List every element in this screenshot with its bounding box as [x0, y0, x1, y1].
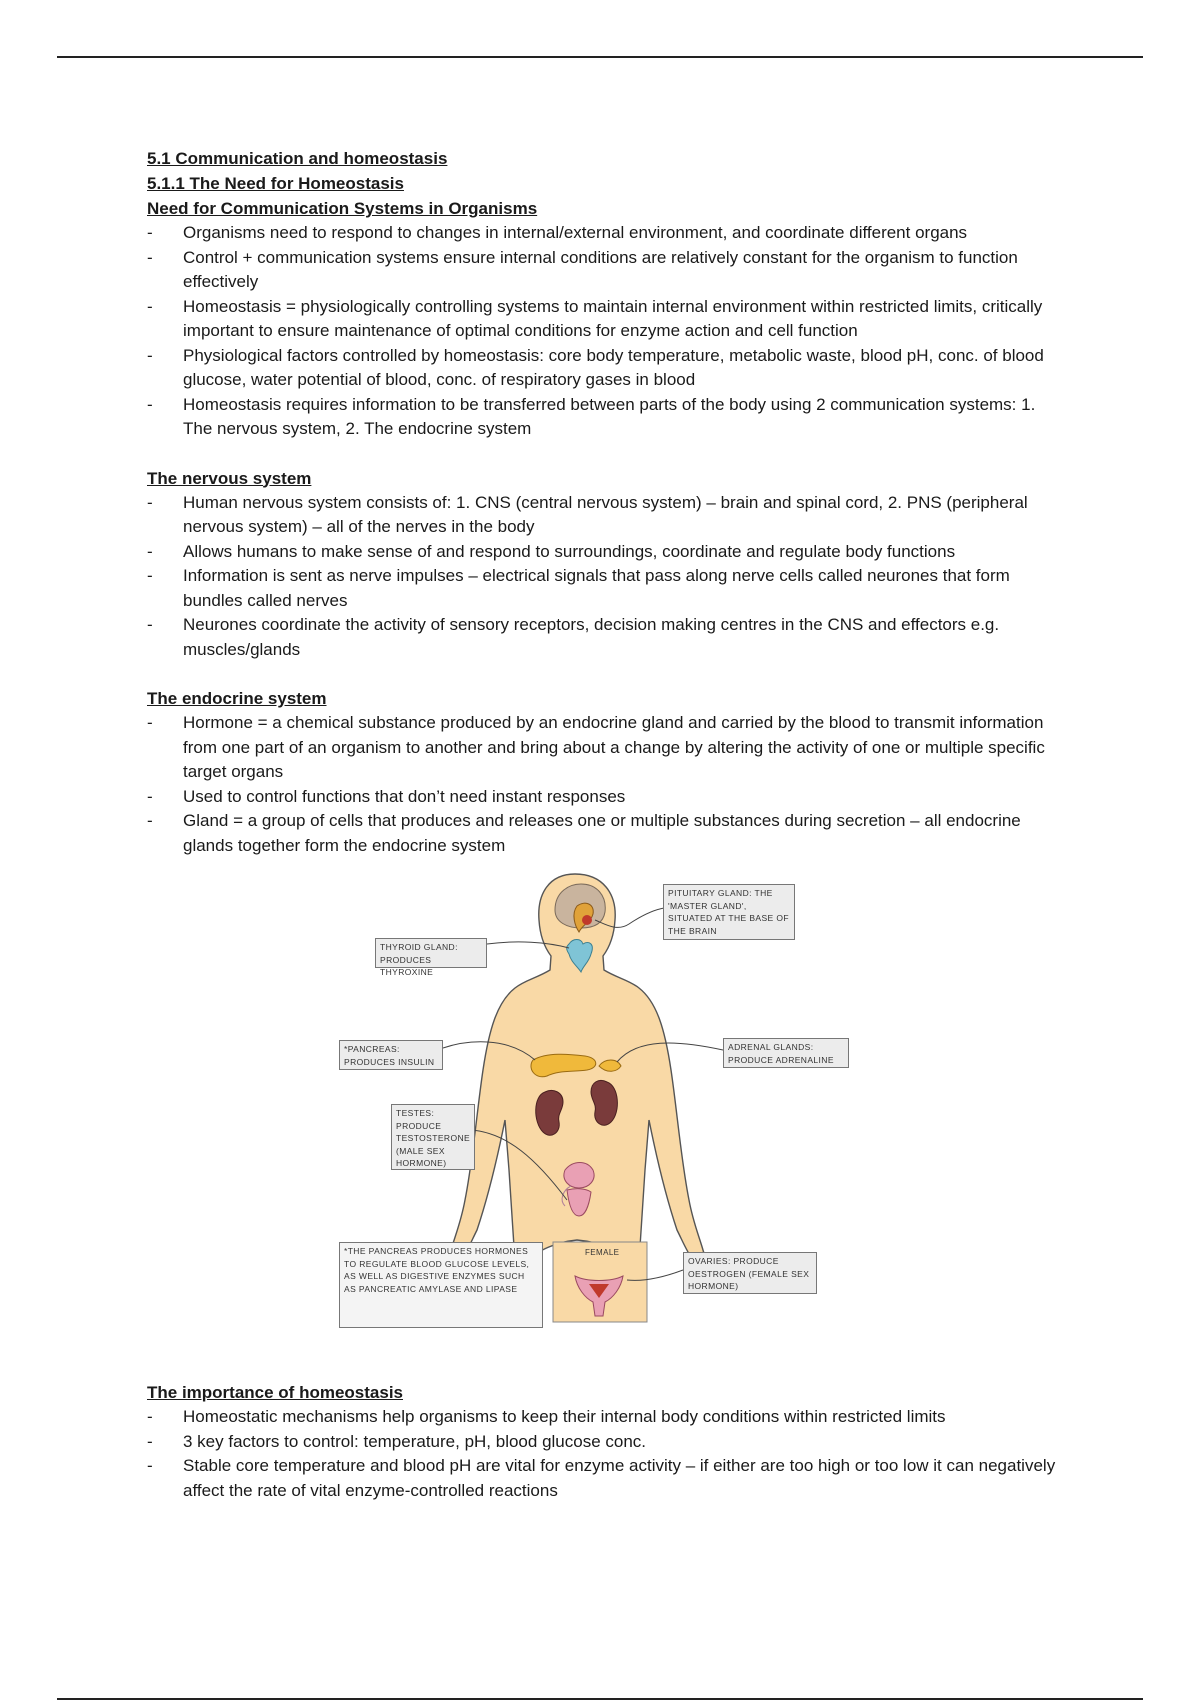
communication-bullets [147, 221, 1067, 442]
subsection-title: 5.1.1 The Need for Homeostasis [147, 174, 404, 193]
label-thyroid-gland: THYROID GLAND: PRODUCES THYROXINE [375, 938, 487, 968]
heading-communication-systems: Need for Communication Systems in Organisms [147, 199, 538, 218]
bullet-item: - Control + communication systems ensure internal conditions are relatively constant for the organism to function effectively [147, 246, 1067, 295]
document-body [147, 146, 1067, 1503]
bullet-item: - Homeostatic mechanisms help organisms to keep their internal body conditions within restricted limits [147, 1405, 1067, 1430]
bullet-item: - Stable core temperature and blood pH are vital for enzyme activity – if either are too high or too low it can negatively affect the rate of vital enzyme-controlled reactions [147, 1454, 1067, 1503]
bullet-item: - Homeostasis requires information to be transferred between parts of the body using 2 communication systems: 1. The nervous system, 2. The endocrine system [147, 393, 1067, 442]
endocrine-glands-diagram [337, 870, 867, 1370]
heading-nervous-system: The nervous system [147, 468, 312, 488]
label-pancreas: *PANCREAS: PRODUCES INSULIN [339, 1040, 443, 1070]
endocrine-system-bullets [147, 711, 1067, 858]
bullet-item: - Gland = a group of cells that produces and releases one or multiple substances during secretion – all endocrine glands together form the endocrine system [147, 809, 1067, 858]
importance-bullets [147, 1405, 1067, 1503]
bullet-item: - Physiological factors controlled by homeostasis: core body temperature, metabolic waste, blood pH, conc. of blood glucose, water potential of blood, conc. of respiratory gases in blood [147, 344, 1067, 393]
bullet-item: - Homeostasis = physiologically controlling systems to maintain internal environment within restricted limits, critically important to ensure maintenance of optimal conditions for enzyme action and cell function [147, 295, 1067, 344]
bladder-shape [564, 1163, 594, 1189]
kidney-right [591, 1080, 617, 1125]
heading-endocrine-system: The endocrine system [147, 689, 327, 708]
label-female: FEMALE [585, 1248, 620, 1257]
heading-importance-homeostasis: The importance of homeostasis [147, 1383, 403, 1402]
kidney-left [536, 1090, 563, 1135]
bullet-item: - Allows humans to make sense of and respond to surroundings, coordinate and regulate body functions [147, 540, 1067, 565]
bullet-item: - Information is sent as nerve impulses – electrical signals that pass along nerve cells called neurones that form bundles called nerves [147, 564, 1067, 613]
label-adrenal-glands: ADRENAL GLANDS: PRODUCE ADRENALINE [723, 1038, 849, 1068]
bullet-item: - Organisms need to respond to changes in internal/external environment, and coordinate different organs [147, 221, 1067, 246]
nervous-system-bullets [147, 491, 1067, 663]
label-pancreas-note: *THE PANCREAS PRODUCES HORMONES TO REGULATE BLOOD GLUCOSE LEVELS, AS WELL AS DIGESTIVE ENZYMES SUCH AS PANCREATIC AMYLASE AND LIPASE [339, 1242, 543, 1328]
label-testes: TESTES: PRODUCE TESTOSTERONE (MALE SEX HORMONE) [391, 1104, 475, 1170]
bullet-item: - Hormone = a chemical substance produced by an endocrine gland and carried by the blood to transmit information from one part of an organism to another and bring about a change by altering the activity of one or multiple specific target organs [147, 711, 1067, 785]
bullet-item: - Used to control functions that don’t need instant responses [147, 785, 1067, 810]
pituitary-dot [582, 915, 592, 925]
bullet-item: - 3 key factors to control: temperature, pH, blood glucose conc. [147, 1430, 1067, 1455]
bullet-item: - Neurones coordinate the activity of sensory receptors, decision making centres in the CNS and effectors e.g. muscles/glands [147, 613, 1067, 662]
top-rule [57, 56, 1143, 58]
section-title: 5.1 Communication and homeostasis [147, 149, 448, 168]
label-pituitary-gland: PITUITARY GLAND: THE 'MASTER GLAND', SITUATED AT THE BASE OF THE BRAIN [663, 884, 795, 940]
label-ovaries: OVARIES: PRODUCE OESTROGEN (FEMALE SEX HORMONE) [683, 1252, 817, 1294]
bullet-item: - Human nervous system consists of: 1. CNS (central nervous system) – brain and spinal cord, 2. PNS (peripheral nervous system) – all of the nerves in the body [147, 491, 1067, 540]
